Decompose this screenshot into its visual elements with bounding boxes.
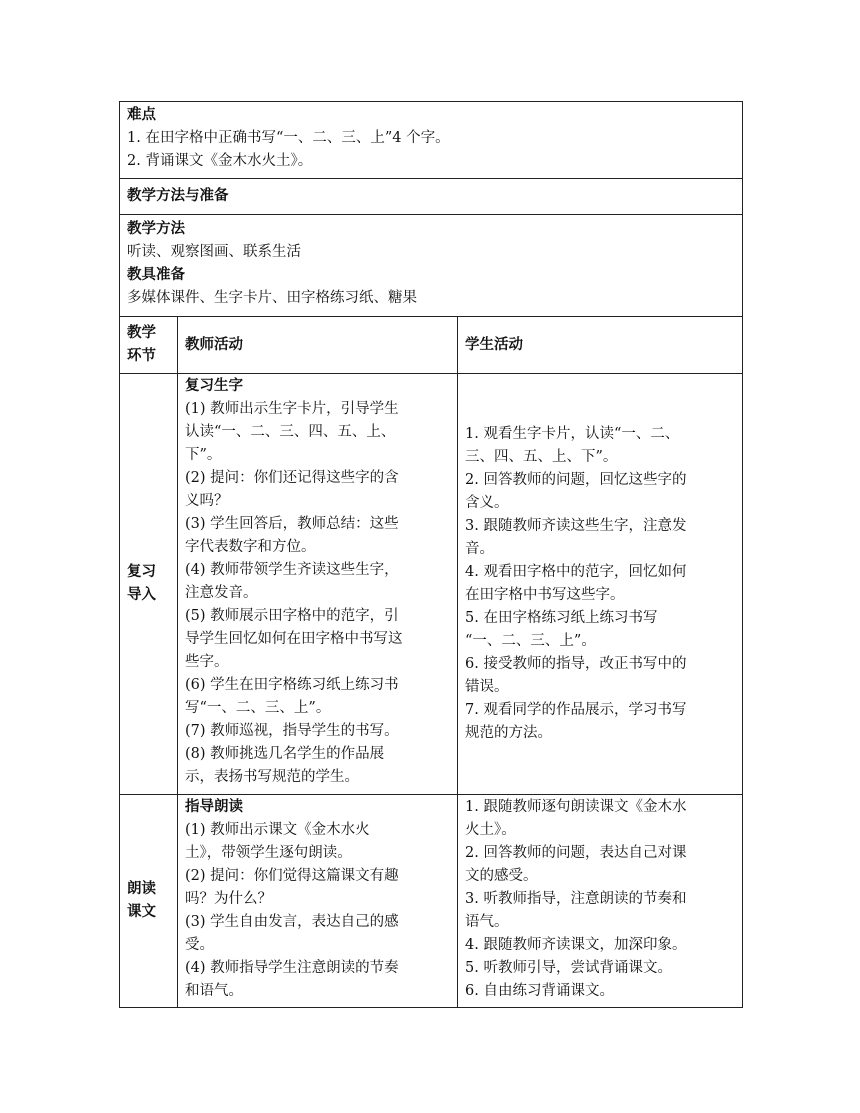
student-line: 2. 回答教师的问题，回忆这些字的 (465, 472, 687, 488)
student-line: 1. 跟随教师逐句朗读课文《金木水 (465, 799, 687, 815)
student-line: 3. 听教师指导，注意朗读的节奏和 (465, 891, 687, 907)
student-activity-cell (458, 795, 743, 1008)
student-line: 含义。 (465, 495, 509, 511)
difficulty-item: 2. 背诵课文《金木水火土》。 (127, 153, 313, 169)
lesson-plan-table (119, 101, 742, 1008)
student-line: 规范的方法。 (465, 725, 552, 741)
teacher-line: 导学生回忆如何在田字格中书写这 (185, 631, 403, 647)
student-line: 6. 接受教师的指导，改正书写中的 (465, 656, 687, 672)
student-activity-cell (458, 374, 743, 795)
stage-label: 朗读 (127, 881, 156, 897)
teacher-line: (1) 教师出示课文《金木水火 (185, 822, 370, 838)
teacher-line: (4) 教师带领学生齐读这些生字， (185, 562, 399, 578)
methods-section-heading: 教学方法与准备 (120, 179, 743, 215)
prep-text: 多媒体课件、生字卡片、田字格练习纸、糖果 (127, 290, 417, 306)
student-line: 5. 在田字格练习纸上练习书写 (465, 610, 658, 626)
teacher-line: 义吗？ (185, 493, 229, 509)
student-line: 火土》。 (465, 822, 516, 838)
student-line: 2. 回答教师的问题，表达自己对课 (465, 845, 687, 861)
student-line: 三、四、五、上、下”。 (465, 449, 618, 465)
teacher-line: 受。 (185, 937, 214, 953)
header-stage-line: 教学 (127, 325, 156, 341)
header-student: 学生活动 (458, 317, 743, 374)
teacher-line: 土》，带领学生逐句朗读。 (185, 845, 352, 861)
teacher-line: 吗？为什么？ (185, 891, 272, 907)
student-line: 在田字格中书写这些字。 (465, 587, 625, 603)
student-line: 6. 自由练习背诵课文。 (465, 983, 614, 999)
stage-label: 导入 (127, 587, 156, 603)
teacher-heading: 指导朗读 (185, 799, 243, 815)
difficulty-heading: 难点 (127, 107, 156, 123)
teacher-line: 认读“一、二、三、四、五、上、 (185, 424, 396, 440)
student-line: 7. 观看同学的作品展示，学习书写 (465, 702, 687, 718)
teacher-line: 些字。 (185, 654, 229, 670)
header-stage-line: 环节 (127, 348, 156, 364)
method-heading: 教学方法 (127, 221, 185, 237)
teacher-line: (3) 学生回答后，教师总结：这些 (185, 516, 399, 532)
teacher-line: 写“一、二、三、上”。 (185, 700, 331, 716)
student-line: 4. 观看田字格中的范字，回忆如何 (465, 564, 687, 580)
teacher-line: (2) 提问：你们觉得这篇课文有趣 (185, 868, 399, 884)
prep-heading: 教具准备 (127, 267, 185, 283)
student-line: 音。 (465, 541, 494, 557)
teacher-heading: 复习生字 (185, 378, 243, 394)
teacher-activity-cell (178, 374, 458, 795)
difficulty-cell (120, 102, 743, 179)
teacher-line: (6) 学生在田字格练习纸上练习书 (185, 677, 399, 693)
teacher-line: 示，表扬书写规范的学生。 (185, 769, 359, 785)
header-teacher: 教师活动 (178, 317, 458, 374)
teacher-line: (5) 教师展示田字格中的范字，引 (185, 608, 399, 624)
teacher-line: (8) 教师挑选几名学生的作品展 (185, 746, 385, 762)
teacher-line: (3) 学生自由发言，表达自己的感 (185, 914, 399, 930)
teacher-line: (2) 提问：你们还记得这些字的含 (185, 470, 399, 486)
lesson-table (119, 101, 743, 1008)
difficulty-item: 1. 在田字格中正确书写“一、二、三、上”4 个字。 (127, 130, 450, 146)
student-line: 文的感受。 (465, 868, 538, 884)
stage-label: 课文 (127, 904, 156, 920)
student-line: 1. 观看生字卡片，认读“一、二、 (465, 426, 680, 442)
teacher-line: (7) 教师巡视，指导学生的书写。 (185, 723, 399, 739)
teacher-line: 下”。 (185, 447, 222, 463)
teacher-line: 和语气。 (185, 983, 243, 999)
teacher-line: (4) 教师指导学生注意朗读的节奏 (185, 960, 399, 976)
stage-label: 复习 (127, 564, 156, 580)
teacher-activity-cell (178, 795, 458, 1008)
methods-cell (120, 215, 743, 317)
student-line: 语气。 (465, 914, 509, 930)
student-line: 3. 跟随教师齐读这些生字，注意发 (465, 518, 687, 534)
student-line: 5. 听教师引导，尝试背诵课文。 (465, 960, 672, 976)
student-line: “一、二、三、上”。 (465, 633, 596, 649)
student-line: 4. 跟随教师齐读课文，加深印象。 (465, 937, 687, 953)
teacher-line: (1) 教师出示生字卡片，引导学生 (185, 401, 399, 417)
teacher-line: 注意发音。 (185, 585, 258, 601)
stage-cell (120, 374, 178, 795)
teacher-line: 字代表数字和方位。 (185, 539, 316, 555)
header-stage (120, 317, 178, 374)
student-line: 错误。 (465, 679, 509, 695)
stage-cell (120, 795, 178, 1008)
method-text: 听读、观察图画、联系生活 (127, 244, 301, 260)
